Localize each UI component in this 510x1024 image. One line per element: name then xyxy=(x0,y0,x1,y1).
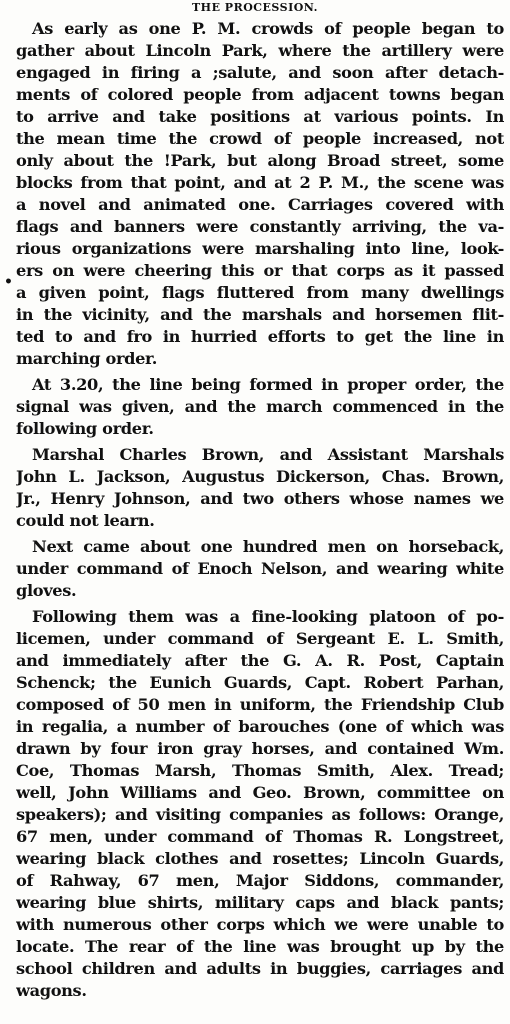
text-line: well, John Williams and Geo. Brown, committee on xyxy=(16,783,504,802)
margin-mark: • xyxy=(4,274,13,290)
text-line: ments of colored people from adjacent towns began xyxy=(16,85,504,104)
text-line: a novel and animated one. Carriages covered with xyxy=(16,195,504,214)
text-line: 67 men, under command of Thomas R. Longstreet, xyxy=(16,827,504,846)
text-line: Marshal Charles Brown, and Assistant Marshals xyxy=(32,445,504,464)
text-line: to arrive and take positions at various points. In xyxy=(16,107,504,126)
text-line: As early as one P. M. crowds of people began to xyxy=(32,19,504,38)
text-line: in regalia, a number of barouches (one of which was xyxy=(16,717,504,736)
text-line: flags and banners were constantly arriving, the va- xyxy=(16,217,504,236)
text-line: locate. The rear of the line was brought up by the xyxy=(16,937,504,956)
article-paragraph xyxy=(16,606,504,1002)
text-line: ers on were cheering this or that corps as it passed xyxy=(16,261,504,280)
article-heading: THE PROCESSION. xyxy=(192,1,318,14)
text-line: could not learn. xyxy=(16,511,155,530)
text-line: signal was given, and the march commenced in the xyxy=(16,397,504,416)
text-line: gloves. xyxy=(16,581,77,600)
article-paragraph xyxy=(16,18,504,370)
text-line: licemen, under command of Sergeant E. L. Smith, xyxy=(16,629,504,648)
text-line: and immediately after the G. A. R. Post, Captain xyxy=(16,651,504,670)
text-line: Schenck; the Eunich Guards, Capt. Robert Parhan, xyxy=(16,673,504,692)
text-line: following order. xyxy=(16,419,154,438)
text-line: Jr., Henry Johnson, and two others whose names we xyxy=(16,489,504,508)
text-line: Next came about one hundred men on horseback, xyxy=(32,537,504,556)
text-line: under command of Enoch Nelson, and wearing white xyxy=(16,559,504,578)
text-line: engaged in firing a ;salute, and soon after detach- xyxy=(16,63,504,82)
text-line: gather about Lincoln Park, where the artillery were xyxy=(16,41,504,60)
text-line: rious organizations were marshaling into line, look- xyxy=(16,239,504,258)
text-line: marching order. xyxy=(16,349,158,368)
text-line: wagons. xyxy=(16,981,87,1000)
text-line: wearing black clothes and rosettes; Lincoln Guards, xyxy=(16,849,504,868)
article-paragraph xyxy=(16,536,504,602)
text-line: Coe, Thomas Marsh, Thomas Smith, Alex. Tread; xyxy=(16,761,504,780)
text-line: wearing blue shirts, military caps and black pants; xyxy=(16,893,504,912)
text-line: a given point, flags fluttered from many dwellings xyxy=(16,283,504,302)
text-line: only about the !Park, but along Broad street, some xyxy=(16,151,504,170)
text-line: of Rahway, 67 men, Major Siddons, commander, xyxy=(16,871,504,890)
text-line: John L. Jackson, Augustus Dickerson, Chas. Brown, xyxy=(16,467,504,486)
text-line: ted to and fro in hurried efforts to get the line in xyxy=(16,327,504,346)
text-line: speakers); and visiting companies as follows: Orange, xyxy=(16,805,504,824)
text-line: Following them was a fine-looking platoon of po- xyxy=(32,607,504,626)
text-line: composed of 50 men in uniform, the Friendship Club xyxy=(16,695,504,714)
article-paragraph xyxy=(16,374,504,440)
text-line: drawn by four iron gray horses, and contained Wm. xyxy=(16,739,504,758)
text-line: blocks from that point, and at 2 P. M., the scene was xyxy=(16,173,504,192)
text-line: with numerous other corps which we were unable to xyxy=(16,915,504,934)
article-body xyxy=(16,18,504,1002)
text-line: the mean time the crowd of people increased, not xyxy=(16,129,504,148)
article-paragraph xyxy=(16,444,504,532)
text-line: At 3.20, the line being formed in proper order, the xyxy=(32,375,504,394)
text-line: school children and adults in buggies, carriages and xyxy=(16,959,504,978)
text-line: in the vicinity, and the marshals and horsemen flit- xyxy=(16,305,504,324)
